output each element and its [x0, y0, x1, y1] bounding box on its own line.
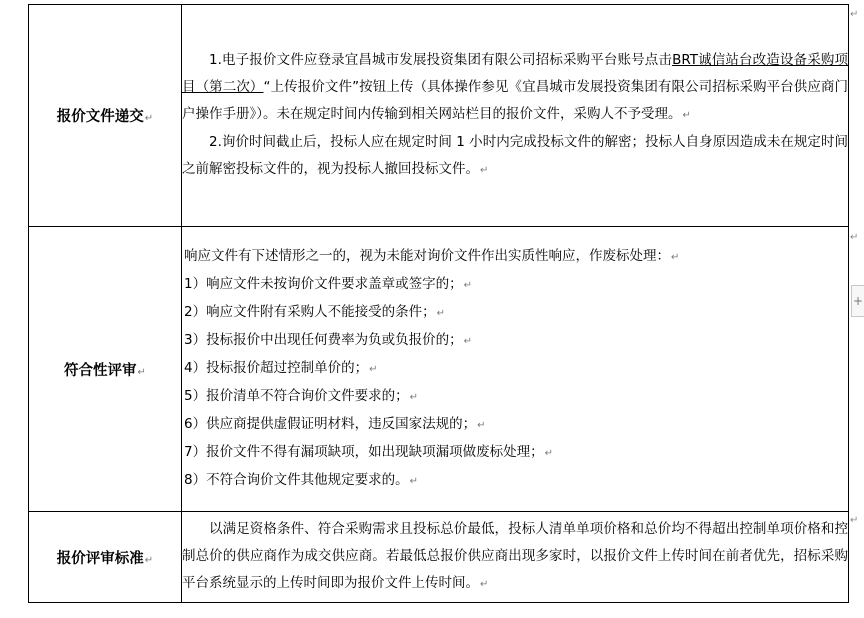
- table-row-evaluation: [29, 512, 849, 603]
- row-end-mark: ↵: [850, 232, 859, 243]
- paragraph: 2.询价时间截止后，投标人应在规定时间 1 小时内完成投标文件的解密；投标人自身原因造成未在规定时间之前解密投标文件的，视为投标人撤回投标文件。↵: [182, 134, 848, 177]
- list-item: 2）响应文件附有采购人不能接受的条件；↵: [184, 304, 445, 320]
- row-label: 报价评审标准↵: [29, 512, 182, 603]
- row-content: [182, 512, 849, 603]
- table-row-compliance: [29, 227, 849, 512]
- row-content: [182, 5, 849, 227]
- row-end-mark: ↵: [850, 9, 859, 20]
- list-item: 4）投标报价超过控制单价的；↵: [184, 360, 378, 376]
- list-item: 8）不符合询价文件其他规定要求的。↵: [184, 472, 418, 488]
- paragraph: 1.电子报价文件应登录宜昌城市发展投资集团有限公司招标采购平台账号点击BRT诚信站台改造设备采购项目（第二次）“上传报价文件”按钮上传（具体操作参见《宜昌城市发展投资集团有限公司招标采购平台供应商门户操作手册》）。未在规定时间内传输到相关网站栏目的报价文件，采购人不予受理。↵: [182, 52, 849, 122]
- paragraph-mark: ↵: [144, 113, 154, 124]
- document-table: [28, 4, 849, 603]
- row-label: 报价文件递交↵: [29, 5, 182, 227]
- table-row-submission: [29, 5, 849, 227]
- add-row-button[interactable]: +: [851, 285, 864, 317]
- list-intro: 响应文件有下述情形之一的，视为未能对询价文件作出实质性响应，作废标处理：↵: [184, 248, 680, 264]
- list-item: 6）供应商提供虚假证明材料，违反国家法规的；↵: [184, 416, 486, 432]
- row-content: [182, 227, 849, 512]
- project-link[interactable]: BRT诚信站台改造设备采购项目（第二次）: [182, 52, 849, 95]
- list-item: 5）报价清单不符合询价文件要求的；↵: [184, 388, 418, 404]
- row-label: 符合性评审↵: [29, 227, 182, 512]
- list-item: 7）报价文件不得有漏项缺项，如出现缺项漏项做废标处理；↵: [184, 444, 553, 460]
- paragraph: 以满足资格条件、符合采购需求且投标总价最低，投标人清单单项价格和总价均不得超出控制单项价格和控制总价的供应商作为成交供应商。若最低总报价供应商出现多家时，以报价文件上传时间在前者优先，招标采购平台系统显示的上传时间即为报价文件上传时间。↵: [182, 521, 848, 591]
- list-item: 1）响应文件未按询价文件要求盖章或签字的；↵: [184, 276, 472, 292]
- list-item: 3）投标报价中出现任何费率为负或负报价的；↵: [184, 332, 472, 348]
- row-end-mark: ↵: [850, 515, 859, 526]
